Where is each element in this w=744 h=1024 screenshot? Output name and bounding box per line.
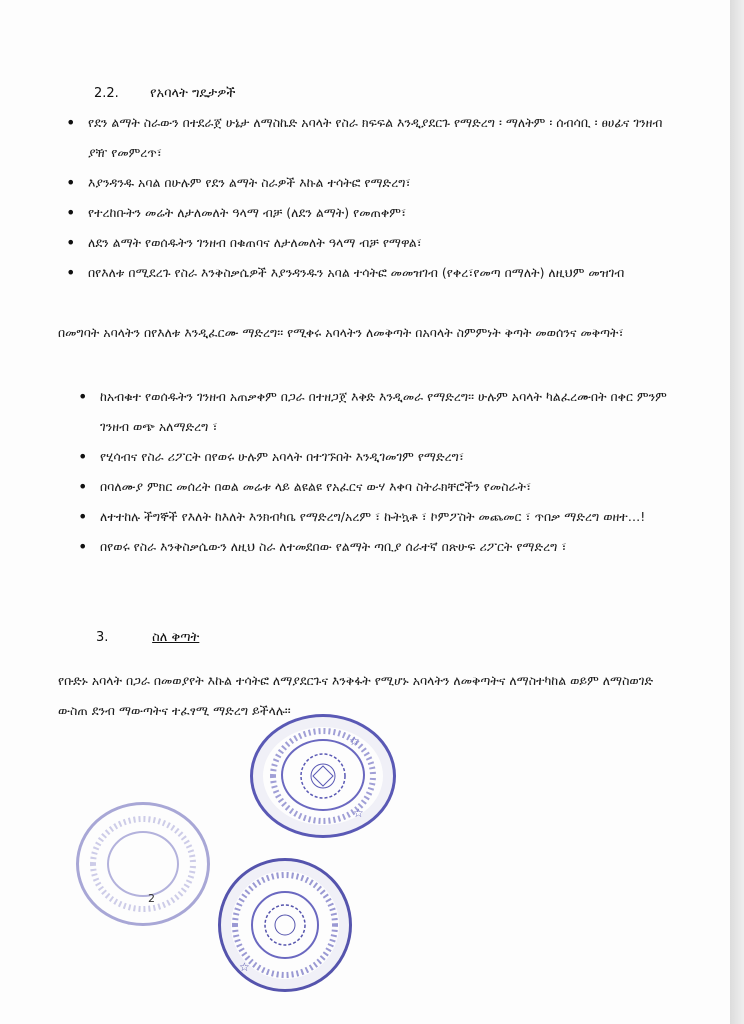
official-stamp-top <box>250 714 396 838</box>
stamp-emblem-icon <box>221 861 349 989</box>
section-3-heading <box>96 630 199 645</box>
svg-text:☆: ☆ <box>353 806 364 820</box>
section-title: ስለ ቅጣት <box>152 630 200 645</box>
list-item: • በባለሙያ ምክር መሰረት በወል መሬቱ ላይ ልዩልዩ የአፈርና ውሃ እቀባ ስትራክቸሮችን የመስራት፣ <box>78 472 676 502</box>
official-stamp-bottom-left <box>76 802 210 926</box>
paragraph-penalty: የቡድኑ አባላት በጋራ በመወያየት እኩል ተሳትፎ ለማያደርጉና እንቅፋት የሚሆኑ አባላትን ለመቅጣትና ለማስተካከል ወይም ለማስወገድ ውስጠ ደንብ ማውጣትና ተፈፃሚ ማድረግ ይችላሉ፡፡ <box>58 673 654 718</box>
svg-text:☆: ☆ <box>239 960 250 974</box>
section-2-2-heading <box>94 86 235 101</box>
section-title: የአባላት ግዴታዎች <box>150 86 236 101</box>
stamp-emblem-icon <box>79 805 207 923</box>
list-item: • በየወሩ የስራ እንቅስቃሴውን ለዚህ ስራ ለተመደበው የልማት ጣቢያ ሰራተኛ በጽሁፍ ሪፖርት የማድረግ ፣ <box>78 532 676 562</box>
section-number: 3. <box>96 630 109 645</box>
stamp-emblem-icon <box>253 717 393 835</box>
scan-edge <box>730 0 744 1024</box>
list-item: • የሂሳብና የስራ ሪፖርት በየወሩ ሁሉም አባላት በተገኙበት እንዲገመገም የማድረግ፣ <box>78 442 676 472</box>
list-item: • የደን ልማት ስራውን በተደራጀ ሁኔታ ለማስኬድ አባላት የስራ ክፍፍል እንዲያደርጉ የማድረግ ፡ ማለትም ፡ ሰብሳቢ ፡ ፀሀፊና ገንዘብ ያዥ የመምረጥ፣ <box>66 108 676 168</box>
paragraph-attendance: በመግባት አባላትን በየእለቱ እንዲፈርሙ ማድረግ፡፡ የሚቀሩ አባላትን ለመቅጣት በአባላት ስምምነት ቅጣት መወሰንና መቅጣት፣ <box>58 325 624 340</box>
duties-list <box>78 382 676 562</box>
list-item: • የተረከቡትን መሬት ለታለመለት ዓላማ ብቻ (ለደን ልማት) የመጠቀም፣ <box>66 198 676 228</box>
list-item: • በየእለቱ በሚደረጉ የስራ እንቅስቃሴዎች እያንዳንዱን አባል ተሳትፎ መመዝገብ (የቀረ፣የመጣ በማለት) ለዚህም መዝገብ <box>66 258 676 288</box>
list-item: • ከአብቁተ የወሰዱትን ገንዘብ አጠቃቀም በጋራ በተዘጋጀ እቅድ እንዲመራ የማድረግ፡፡ ሁሉም አባላት ካልፈረሙበት በቀር ምንም ገንዘብ ወጭ አለማድረግ ፣ <box>78 382 676 442</box>
section-number: 2.2. <box>94 86 119 101</box>
page-number: 2 <box>148 892 155 905</box>
official-stamp-bottom <box>218 858 352 992</box>
list-item: • እያንዳንዱ አባል በሁሉም የደን ልማት ስራዎች እኩል ተሳትፎ የማድረግ፣ <box>66 168 676 198</box>
list-item: • ለደን ልማት የወሰዱትን ገንዘብ በቁጠባና ለታለመለት ዓላማ ብቻ የማዋል፣ <box>66 228 676 258</box>
list-item: • ለተተከሉ ችግኞች የእለት ከእለት እንክብካቤ የማድረግ/አረም ፣ ኩትኳቶ ፣ ኮምፖስት መጨመር ፣ ጥበቃ ማድረግ ወዘተ…! <box>78 502 676 532</box>
obligations-list <box>66 108 676 288</box>
svg-text:☆: ☆ <box>349 734 360 748</box>
